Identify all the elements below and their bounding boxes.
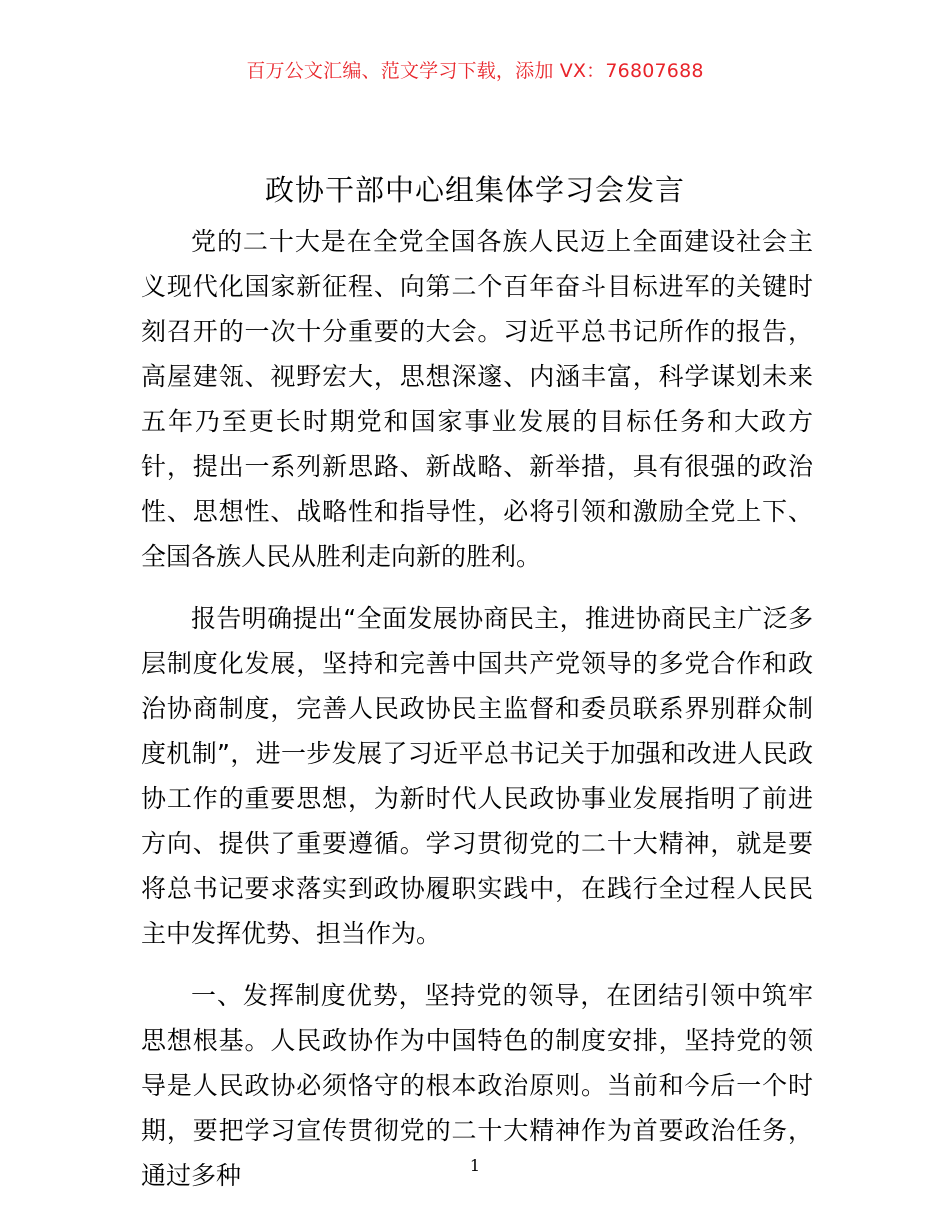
document-body bbox=[141, 219, 813, 1198]
paragraph-report: 报告明确提出“全面发展协商民主，推进协商民主广泛多层制度化发展，坚持和完善中国共产党领导的多党合作和政治协商制度，完善人民政协民主监督和委员联系界别群众制度机制”，进一步发展了习近平总书记关于加强和改进人民政协工作的重要思想，为新时代人民政协事业发展指明了前进方向、提供了重要遵循。学习贯彻党的二十大精神，就是要将总书记要求落实到政协履职实践中，在践行全过程人民民主中发挥优势、担当作为。 bbox=[141, 604, 813, 948]
page-number: 1 bbox=[469, 1156, 481, 1175]
paragraph-intro: 党的二十大是在全党全国各族人民迈上全面建设社会主义现代化国家新征程、向第二个百年奋斗目标进军的关键时刻召开的一次十分重要的大会。习近平总书记所作的报告，高屋建瓴、视野宏大，思想深邃、内涵丰富，科学谋划未来五年乃至更长时期党和国家事业发展的目标任务和大政方针，提出一系列新思路、新战略、新举措，具有很强的政治性、思想性、战略性和指导性，必将引领和激励全党上下、全国各族人民从胜利走向新的胜利。 bbox=[141, 227, 813, 571]
document-title: 政协干部中心组集体学习会发言 bbox=[264, 173, 685, 207]
paragraph-section-one: 一、发挥制度优势，坚持党的领导，在团结引领中筑牢思想根基。人民政协作为中国特色的制度安排，坚持党的领导是人民政协必须恪守的根本政治原则。当前和今后一个时期，要把学习宣传贯彻党的二十大精神作为首要政治任务，通过多种 bbox=[141, 981, 813, 1190]
header-banner: 百万公文汇编、范文学习下载，添加 VX：76807688 bbox=[246, 60, 704, 82]
